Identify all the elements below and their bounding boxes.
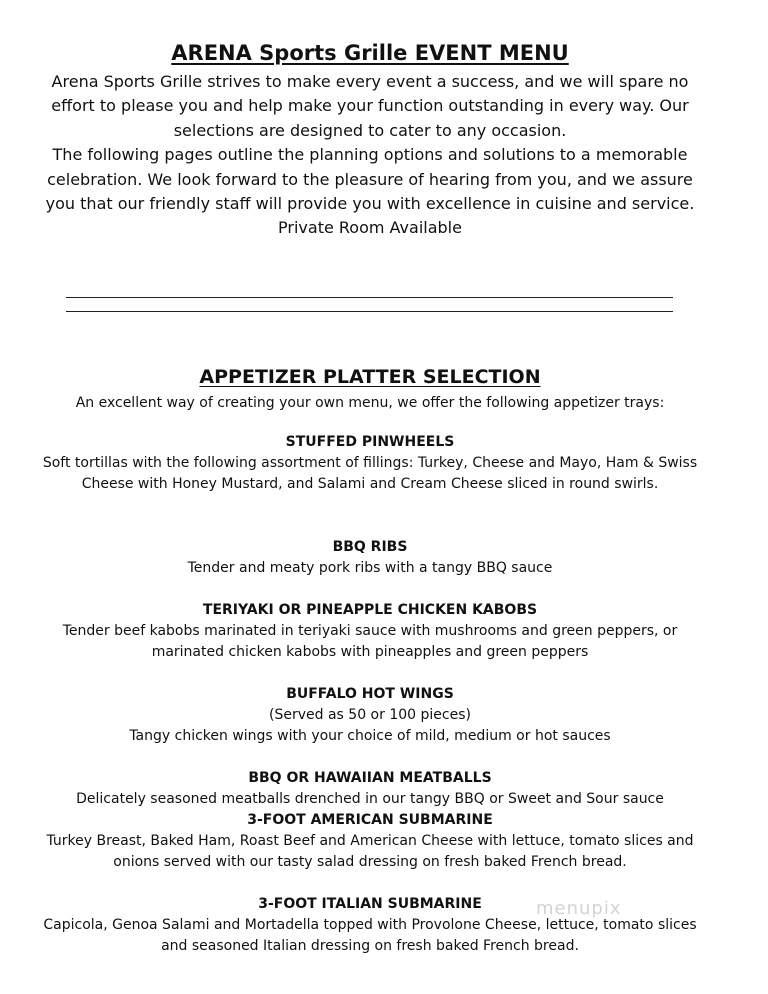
item-name: 3-FOOT AMERICAN SUBMARINE	[247, 812, 493, 828]
divider-line	[66, 311, 673, 312]
item-description: Turkey Breast, Baked Ham, Roast Beef and American Cheese with lettuce, tomato slices and onions served with our tasty salad dressing on fresh baked French bread.	[46, 833, 694, 870]
watermark: menupix	[536, 898, 622, 919]
menu-item	[40, 810, 700, 873]
menu-item	[40, 537, 700, 579]
intro-text	[40, 70, 700, 241]
item-name: BBQ RIBS	[332, 539, 408, 555]
menu-item	[40, 600, 700, 663]
menu-item	[40, 684, 700, 747]
section-title: APPETIZER PLATTER SELECTION	[199, 366, 541, 388]
item-serving-note: (Served as 50 or 100 pieces)	[269, 707, 471, 723]
page-title: ARENA Sports Grille EVENT MENU	[171, 41, 569, 65]
item-name: BUFFALO HOT WINGS	[286, 686, 454, 702]
section-intro: An excellent way of creating your own menu, we offer the following appetizer trays:	[75, 395, 665, 411]
item-name: BBQ OR HAWAIIAN MEATBALLS	[248, 770, 492, 786]
item-name: 3-FOOT ITALIAN SUBMARINE	[258, 896, 482, 912]
menu-item	[40, 768, 700, 810]
item-description: Capicola, Genoa Salami and Mortadella topped with Provolone Cheese, lettuce, tomato slices and seasoned Italian dressing on fresh baked French bread.	[43, 917, 697, 954]
item-description: Tender and meaty pork ribs with a tangy BBQ sauce	[187, 560, 553, 576]
item-description: Delicately seasoned meatballs drenched in our tangy BBQ or Sweet and Sour sauce	[76, 791, 664, 807]
item-description: Tender beef kabobs marinated in teriyaki sauce with mushrooms and green peppers, or marinated chicken kabobs with pineapples and green peppers	[62, 623, 678, 660]
item-description: Tangy chicken wings with your choice of mild, medium or hot sauces	[129, 728, 611, 744]
menu-item	[40, 432, 700, 495]
intro-paragraph: Arena Sports Grille strives to make every event a success, and we will spare no effort to please you and help make your function outstanding in every way. Our selections are designed to cater to any occasion.	[51, 72, 689, 140]
divider-line	[66, 297, 673, 298]
item-name: TERIYAKI OR PINEAPPLE CHICKEN KABOBS	[202, 602, 538, 618]
item-description: Soft tortillas with the following assortment of fillings: Turkey, Cheese and Mayo, Ham & Swiss Cheese with Honey Mustard, and Salami and Cream Cheese sliced in round swirls.	[42, 455, 698, 492]
item-name: STUFFED PINWHEELS	[285, 434, 455, 450]
intro-paragraph: The following pages outline the planning options and solutions to a memorable celebration. We look forward to the pleasure of hearing from you, and we assure you that our friendly staff will provide you with excellence in cuisine and service.	[45, 145, 695, 214]
private-room-note: Private Room Available	[278, 218, 462, 238]
